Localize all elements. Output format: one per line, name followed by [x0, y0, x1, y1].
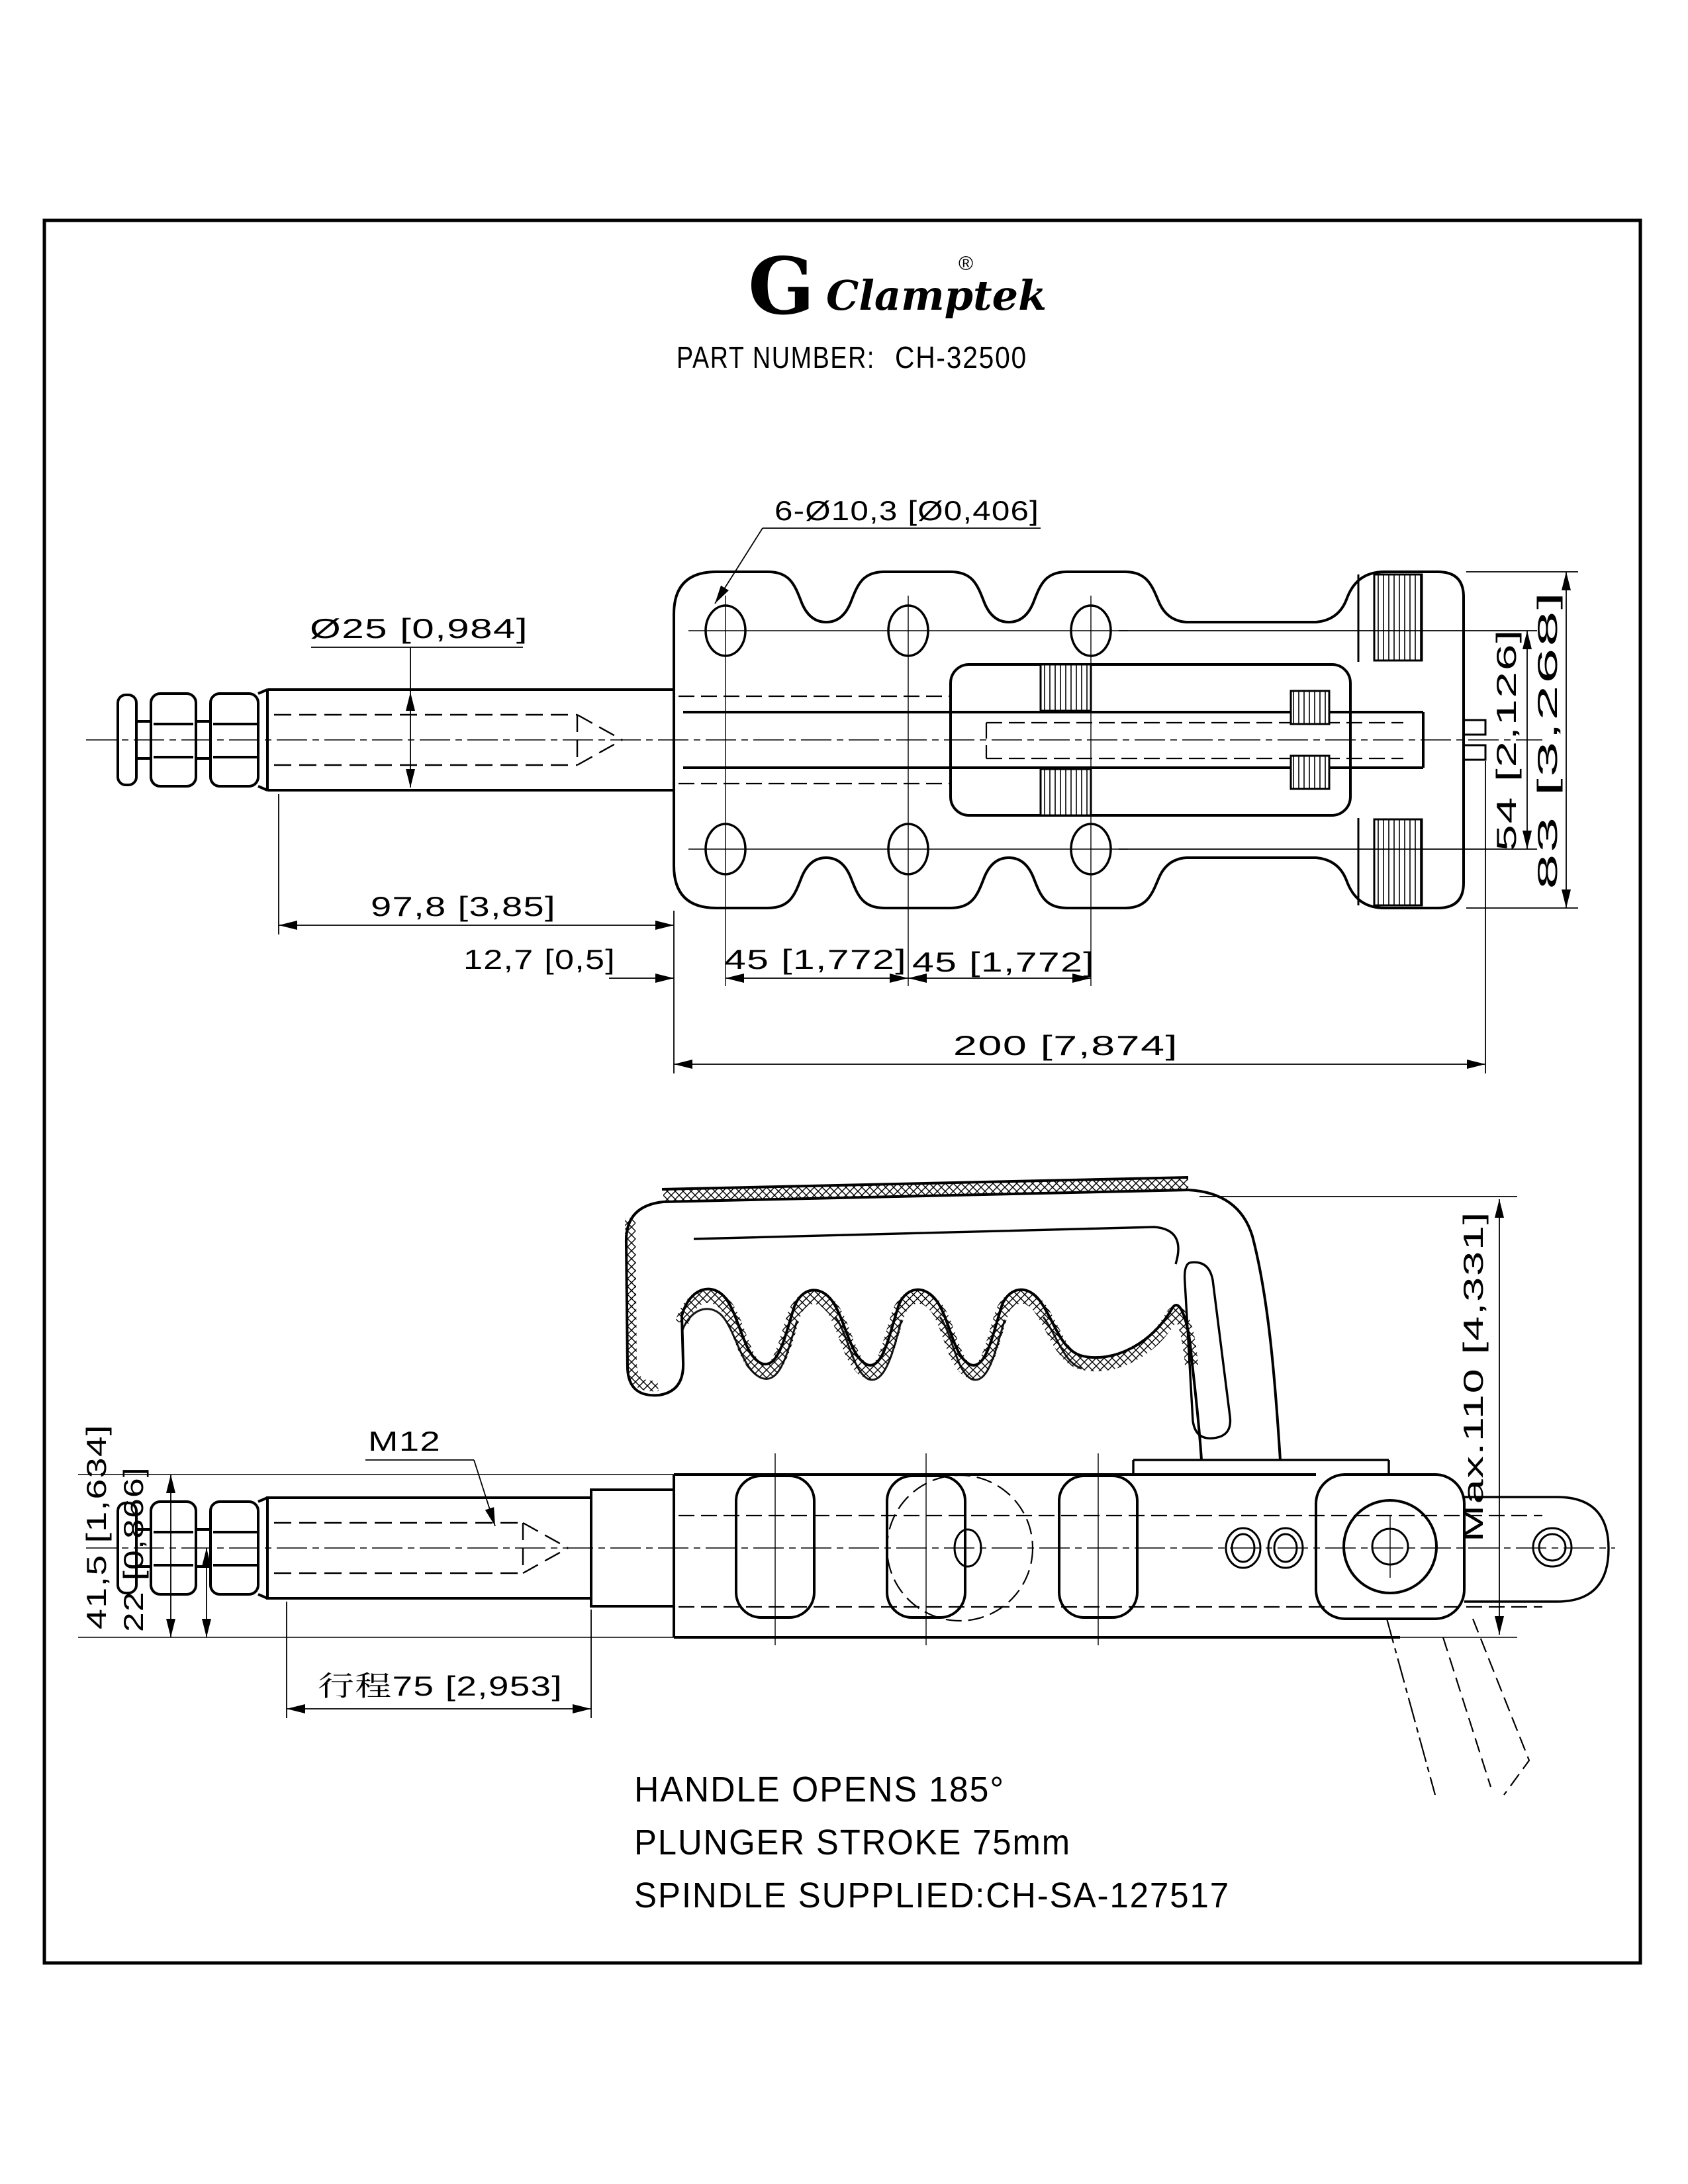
open-position-phantom	[1387, 1619, 1529, 1795]
dim-holes-label: 6-Ø10,3 [Ø0,406]	[774, 495, 1039, 526]
brand-name: Clamptek	[826, 271, 1047, 320]
dim-200-label: 200 [7,874]	[953, 1030, 1178, 1061]
dim-41-label: 41,5 [1,634]	[81, 1475, 112, 1629]
top-view	[86, 495, 1578, 1073]
logo	[748, 240, 1047, 332]
dim-45a-label: 45 [1,772]	[724, 944, 907, 975]
dim-97-label: 97,8 [3,85]	[371, 891, 556, 922]
note-spindle-supplied: SPINDLE SUPPLIED:CH-SA-127517	[634, 1876, 1230, 1915]
notes-block	[634, 1770, 1230, 1915]
dim-max110-label: Max.110 [4,331]	[1458, 1334, 1489, 1542]
dim-rod-dia-label: Ø25 [0,984]	[310, 613, 528, 644]
side-view-dimensions	[78, 1197, 1517, 1718]
note-handle-opens: HANDLE OPENS 185°	[634, 1770, 1005, 1809]
registered-mark-icon: ®	[959, 253, 974, 275]
dim-45b-label: 45 [1,772]	[912, 946, 1095, 978]
dim-m12-label: M12	[368, 1426, 441, 1457]
part-number-label: PART NUMBER:	[677, 340, 875, 375]
part-number-value: CH-32500	[895, 340, 1027, 375]
side-view	[78, 1177, 1615, 1795]
drawing-border	[44, 220, 1640, 1963]
part-number	[677, 340, 1027, 375]
dim-22-label: 22 [0,866]	[118, 1502, 149, 1632]
dim-83-label: 83 [3,268]	[1532, 759, 1563, 889]
pivot-area	[1226, 1475, 1609, 1619]
base-rail	[674, 1475, 1400, 1637]
dim-stroke-label: 行程75 [2,953]	[318, 1670, 563, 1702]
note-plunger-stroke: PLUNGER STROKE 75mm	[634, 1823, 1071, 1862]
logo-g-icon: G	[748, 240, 815, 332]
dim-12-label: 12,7 [0,5]	[463, 944, 616, 975]
base-plate-outline	[674, 572, 1464, 740]
dim-54-label: 54 [2,126]	[1491, 721, 1522, 851]
